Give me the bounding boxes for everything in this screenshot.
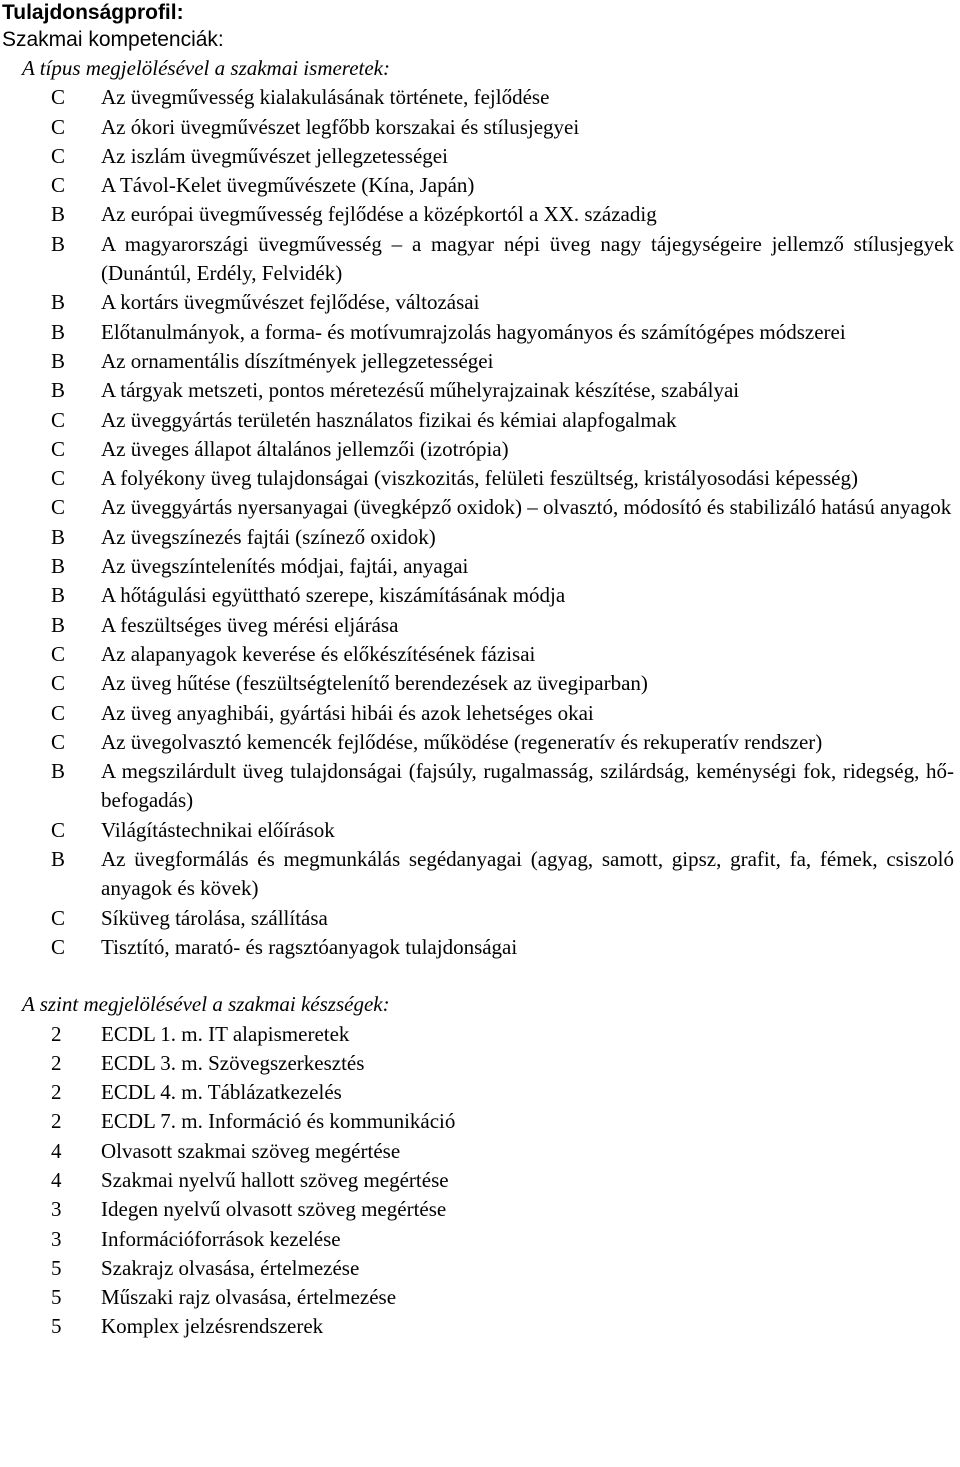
item-code: 4 — [51, 1167, 62, 1192]
item-code: B — [51, 378, 66, 403]
skills-list — [2, 1020, 956, 1342]
item-code: B — [51, 612, 66, 637]
item-code: B — [51, 202, 66, 227]
knowledge-item — [2, 933, 956, 962]
item-code: 4 — [51, 1138, 62, 1163]
knowledge-heading: A típus megjelölésével a szakmai ismeretek: — [22, 56, 390, 80]
item-text: ECDL 4. m. Táblázatkezelés — [101, 1080, 342, 1105]
knowledge-item — [2, 83, 956, 112]
item-code: C — [51, 114, 66, 139]
item-text: Idegen nyelvű olvasott szöveg megértése — [101, 1197, 447, 1222]
item-text: Információforrások kezelése — [101, 1226, 341, 1251]
skill-item — [2, 1107, 956, 1136]
knowledge-item — [2, 171, 956, 200]
item-text: Műszaki rajz olvasása, értelmezése — [101, 1285, 397, 1310]
item-code: C — [51, 436, 66, 461]
knowledge-item — [2, 230, 956, 289]
item-code: 2 — [51, 1080, 62, 1105]
knowledge-item — [2, 376, 956, 405]
knowledge-item — [2, 288, 956, 317]
knowledge-item — [2, 845, 956, 904]
item-text: ECDL 3. m. Szövegszerkesztés — [101, 1050, 365, 1075]
item-code: C — [51, 934, 66, 959]
item-text: Az üvegszínezés fajtái (színező oxidok) — [101, 524, 436, 549]
skill-item — [2, 1225, 956, 1254]
knowledge-item — [2, 611, 956, 640]
item-text: Az üveg anyaghibái, gyártási hibái és azok lehetséges okai — [101, 700, 594, 725]
item-code: 5 — [51, 1255, 62, 1280]
item-code: 3 — [51, 1197, 62, 1222]
item-code: B — [51, 554, 66, 579]
knowledge-item — [2, 493, 956, 522]
item-text: A hőtágulási együttható szerepe, kiszámításának módja — [101, 583, 566, 608]
item-code: C — [51, 495, 66, 520]
item-text: Az üveg hűtése (feszültségtelenítő berendezések az üvegiparban) — [101, 671, 648, 696]
item-text: Tisztító, marató- és ragsztóanyagok tulajdonságai — [101, 934, 518, 959]
item-code: 5 — [51, 1285, 62, 1310]
knowledge-item — [2, 318, 956, 347]
item-code: B — [51, 231, 66, 256]
item-text: A feszültséges üveg mérési eljárása — [101, 612, 399, 637]
item-text: ECDL 7. m. Információ és kommunikáció — [101, 1109, 456, 1134]
knowledge-item — [2, 113, 956, 142]
item-code: C — [51, 85, 66, 110]
item-text: Az üveggyártás nyersanyagai (üvegképző oxidok) – olvasztó, módosító és stabilizáló hatású anyagok — [101, 495, 952, 520]
knowledge-item — [2, 142, 956, 171]
item-code: C — [51, 817, 66, 842]
skill-item — [2, 1078, 956, 1107]
knowledge-item — [2, 347, 956, 376]
item-text: A Távol-Kelet üvegművészete (Kína, Japán) — [101, 173, 475, 198]
item-text: Az üvegolvasztó kemencék fejlődése, működése (regeneratív és rekuperatív rendszer) — [101, 729, 823, 754]
skill-item — [2, 1166, 956, 1195]
item-code: 2 — [51, 1109, 62, 1134]
item-text: Az ókori üvegművészet legfőbb korszakai és stílusjegyei — [101, 114, 580, 139]
knowledge-item — [2, 757, 956, 816]
item-code: C — [51, 905, 66, 930]
item-code: 5 — [51, 1314, 62, 1339]
item-code: C — [51, 466, 66, 491]
item-code: C — [51, 173, 66, 198]
knowledge-item — [2, 581, 956, 610]
item-text: Olvasott szakmai szöveg megértése — [101, 1138, 401, 1163]
knowledge-item — [2, 523, 956, 552]
item-code: 2 — [51, 1021, 62, 1046]
item-code: C — [51, 700, 66, 725]
item-code: B — [51, 847, 66, 872]
knowledge-item — [2, 406, 956, 435]
skill-item — [2, 1137, 956, 1166]
item-text: Az európai üvegművesség fejlődése a középkortól a XX. századig — [101, 202, 657, 227]
item-text: Az üvegformálás és megmunkálás segédanyagai (agyag, samott, gipsz, grafit, fa, fémek, csiszoló anyagok és kövek) — [101, 847, 954, 901]
item-text: A megszilárdult üveg tulajdonságai (fajsúly, rugalmasság, szilárdság, keménységi fok, ridegség, hő-befogadás) — [101, 759, 954, 813]
knowledge-item — [2, 816, 956, 845]
item-text: Az alapanyagok keverése és előkészítésének fázisai — [101, 641, 536, 666]
section-title: Szakmai kompetenciák: — [2, 28, 224, 51]
item-text: Az ornamentális díszítmények jellegzetességei — [101, 348, 494, 373]
item-text: Szakmai nyelvű hallott szöveg megértése — [101, 1167, 449, 1192]
knowledge-item — [2, 640, 956, 669]
item-code: B — [51, 290, 66, 315]
item-text: A magyarországi üvegművesség – a magyar népi üveg nagy tájegységeire jellemző stílusjegyek (Dunántúl, Erdély, Felvidék) — [101, 231, 954, 286]
item-code: B — [51, 319, 66, 344]
item-code: B — [51, 348, 66, 373]
knowledge-list — [2, 83, 956, 962]
item-text: Az üveggyártás területén használatos fizikai és kémiai alapfogalmak — [101, 407, 677, 432]
item-code: B — [51, 524, 66, 549]
item-text: Az üvegművesség kialakulásának története, fejlődése — [101, 85, 550, 110]
item-code: C — [51, 143, 66, 168]
item-code: C — [51, 641, 66, 666]
knowledge-item — [2, 904, 956, 933]
item-code: 2 — [51, 1050, 62, 1075]
item-text: Szakrajz olvasása, értelmezése — [101, 1255, 360, 1280]
item-text: Az üvegszíntelenítés módjai, fajtái, anyagai — [101, 554, 469, 579]
item-code: C — [51, 729, 66, 754]
knowledge-item — [2, 669, 956, 698]
knowledge-item — [2, 464, 956, 493]
knowledge-item — [2, 200, 956, 229]
item-text: Előtanulmányok, a forma- és motívumrajzolás hagyományos és számítógépes módszerei — [101, 319, 846, 344]
knowledge-item — [2, 435, 956, 464]
skills-heading: A szint megjelölésével a szakmai készségek: — [22, 992, 390, 1017]
skill-item — [2, 1283, 956, 1312]
item-text: A folyékony üveg tulajdonságai (viszkozitás, felületi feszültség, kristályosodási képesség) — [101, 466, 858, 491]
item-text: A kortárs üvegművészet fejlődése, változásai — [101, 290, 480, 315]
item-code: C — [51, 407, 66, 432]
item-code: 3 — [51, 1226, 62, 1251]
item-text: Síküveg tárolása, szállítása — [101, 905, 328, 930]
knowledge-item — [2, 699, 956, 728]
item-code: B — [51, 759, 66, 784]
item-text: Az iszlám üvegművészet jellegzetességei — [101, 143, 448, 168]
item-text: Komplex jelzésrendszerek — [101, 1314, 324, 1339]
skill-item — [2, 1195, 956, 1224]
knowledge-item — [2, 552, 956, 581]
item-code: C — [51, 671, 66, 696]
skill-item — [2, 1254, 956, 1283]
skill-item — [2, 1312, 956, 1341]
item-text: Világítástechnikai előírások — [101, 817, 335, 842]
item-text: ECDL 1. m. IT alapismeretek — [101, 1021, 350, 1046]
item-text: Az üveges állapot általános jellemzői (izotrópia) — [101, 436, 509, 461]
skill-item — [2, 1020, 956, 1049]
item-code: B — [51, 583, 66, 608]
page-title: Tulajdonságprofil: — [2, 1, 184, 24]
knowledge-item — [2, 728, 956, 757]
item-text: A tárgyak metszeti, pontos méretezésű műhelyrajzainak készítése, szabályai — [101, 378, 740, 403]
skill-item — [2, 1049, 956, 1078]
